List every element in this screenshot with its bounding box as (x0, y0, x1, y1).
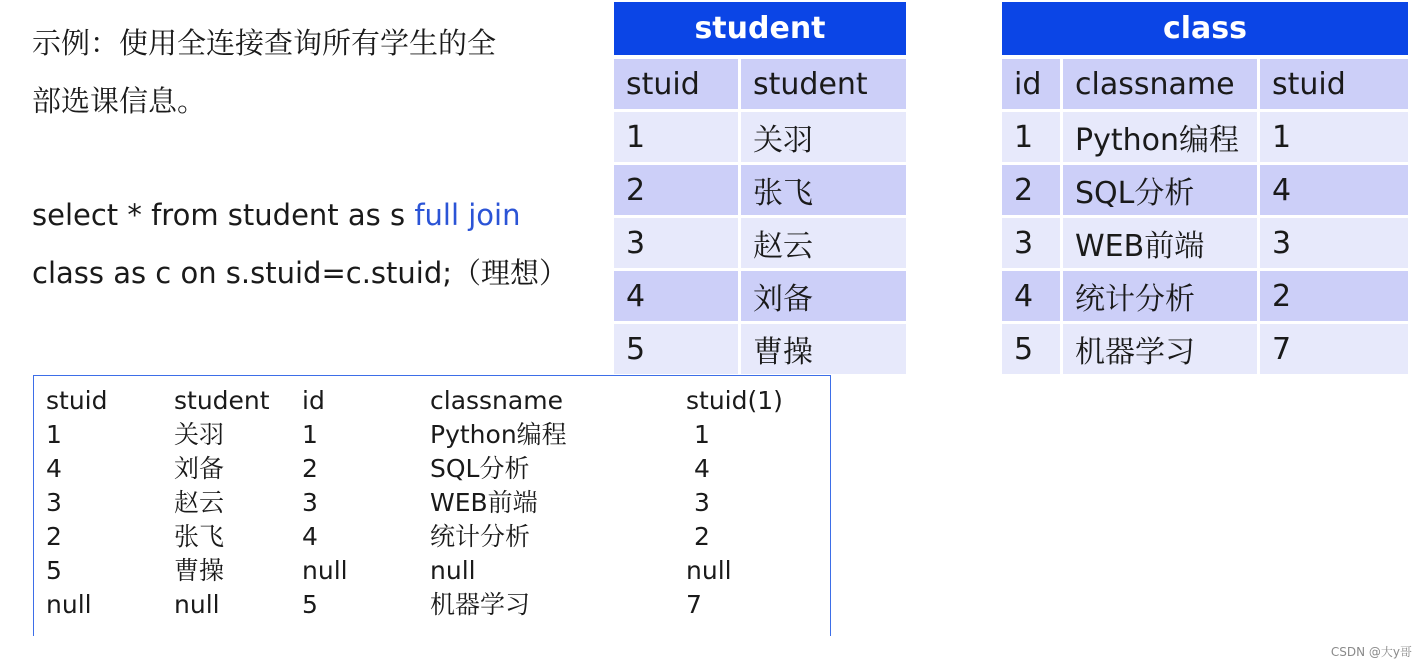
example-description (32, 14, 592, 130)
table-row (1002, 218, 1408, 271)
student-cell: 5 (614, 324, 741, 377)
result-cell: 3 (46, 488, 62, 517)
result-header-stuid-1: stuid(1) (686, 386, 783, 415)
student-cell: 2 (614, 165, 741, 218)
class-header-stuid: stuid (1260, 59, 1408, 112)
student-cell: 赵云 (741, 218, 906, 271)
query-result-panel (33, 375, 831, 636)
table-row (614, 271, 906, 324)
result-cell: 2 (46, 522, 62, 551)
result-cell: 张飞 (174, 522, 225, 551)
table-row (46, 554, 806, 588)
table-row (46, 418, 806, 452)
table-row (1002, 165, 1408, 218)
table-row (1002, 271, 1408, 324)
result-cell: null (430, 556, 476, 585)
result-cell: 机器学习 (430, 590, 531, 619)
result-header-student: student (174, 386, 270, 415)
table-row (1002, 324, 1408, 377)
result-cell: 4 (302, 522, 318, 551)
student-table (614, 2, 906, 377)
student-cell: 刘备 (741, 271, 906, 324)
table-row (614, 218, 906, 271)
result-cell: 4 (686, 454, 710, 483)
class-table-header-row (1002, 59, 1408, 112)
description-line-2: 部选课信息。 (32, 84, 207, 118)
result-cell: 赵云 (174, 488, 225, 517)
result-cell: 3 (302, 488, 318, 517)
class-header-id: id (1002, 59, 1063, 112)
class-cell: 2 (1002, 165, 1063, 218)
result-cell: 3 (686, 488, 710, 517)
class-cell: 机器学习 (1063, 324, 1260, 377)
table-row (1002, 112, 1408, 165)
result-header-stuid: stuid (46, 386, 108, 415)
student-cell: 曹操 (741, 324, 906, 377)
student-cell: 3 (614, 218, 741, 271)
sql-part-2: class as c on s.stuid=c.stuid;（理想） (32, 256, 569, 290)
result-cell: 7 (686, 590, 702, 619)
class-table-title: class (1002, 2, 1408, 59)
result-header-id: id (302, 386, 325, 415)
table-row (614, 112, 906, 165)
result-cell: 关羽 (174, 420, 225, 449)
student-header-stuid: stuid (614, 59, 741, 112)
result-cell: 1 (46, 420, 62, 449)
result-cell: 刘备 (174, 454, 225, 483)
result-cell: WEB前端 (430, 488, 538, 517)
class-cell: 5 (1002, 324, 1063, 377)
class-cell: 3 (1002, 218, 1063, 271)
result-header-row (46, 384, 806, 418)
class-cell: 1 (1002, 112, 1063, 165)
result-cell: 5 (302, 590, 318, 619)
result-cell: 2 (302, 454, 318, 483)
class-cell: 统计分析 (1063, 271, 1260, 324)
class-cell: 2 (1260, 271, 1408, 324)
class-cell: 4 (1260, 165, 1408, 218)
class-cell: SQL分析 (1063, 165, 1260, 218)
class-cell: 4 (1002, 271, 1063, 324)
student-table-body (614, 59, 906, 377)
result-cell: 5 (46, 556, 62, 585)
class-cell: 7 (1260, 324, 1408, 377)
query-result-table (46, 384, 806, 622)
table-row (614, 165, 906, 218)
result-cell: null (302, 556, 348, 585)
result-cell: 4 (46, 454, 62, 483)
class-table (1002, 2, 1408, 377)
table-row (46, 588, 806, 622)
result-cell: 统计分析 (430, 522, 531, 551)
class-header-classname: classname (1063, 59, 1260, 112)
sql-keyword-full-join: full join (414, 198, 521, 232)
result-header-classname: classname (430, 386, 563, 415)
sql-part-1: select * from student as s (32, 198, 415, 232)
table-row (46, 520, 806, 554)
sql-statement (32, 186, 612, 302)
table-row (614, 324, 906, 377)
result-cell: 2 (686, 522, 710, 551)
description-line-1: 示例：使用全连接查询所有学生的全 (32, 26, 497, 60)
watermark: CSDN @大y哥 (1330, 645, 1412, 659)
class-cell: 1 (1260, 112, 1408, 165)
table-row (46, 486, 806, 520)
result-cell: 1 (302, 420, 318, 449)
student-cell: 张飞 (741, 165, 906, 218)
class-cell: 3 (1260, 218, 1408, 271)
result-cell: 1 (686, 420, 710, 449)
result-cell: null (686, 556, 732, 585)
class-cell: Python编程 (1063, 112, 1260, 165)
result-cell: SQL分析 (430, 454, 530, 483)
student-header-student: student (741, 59, 906, 112)
result-cell: Python编程 (430, 420, 567, 449)
result-cell: 曹操 (174, 556, 225, 585)
result-cell: null (46, 590, 92, 619)
student-table-header-row (614, 59, 906, 112)
student-cell: 关羽 (741, 112, 906, 165)
class-table-body (1002, 59, 1408, 377)
student-table-title: student (614, 2, 906, 59)
class-cell: WEB前端 (1063, 218, 1260, 271)
table-row (46, 452, 806, 486)
result-cell: null (174, 590, 220, 619)
student-cell: 1 (614, 112, 741, 165)
student-cell: 4 (614, 271, 741, 324)
